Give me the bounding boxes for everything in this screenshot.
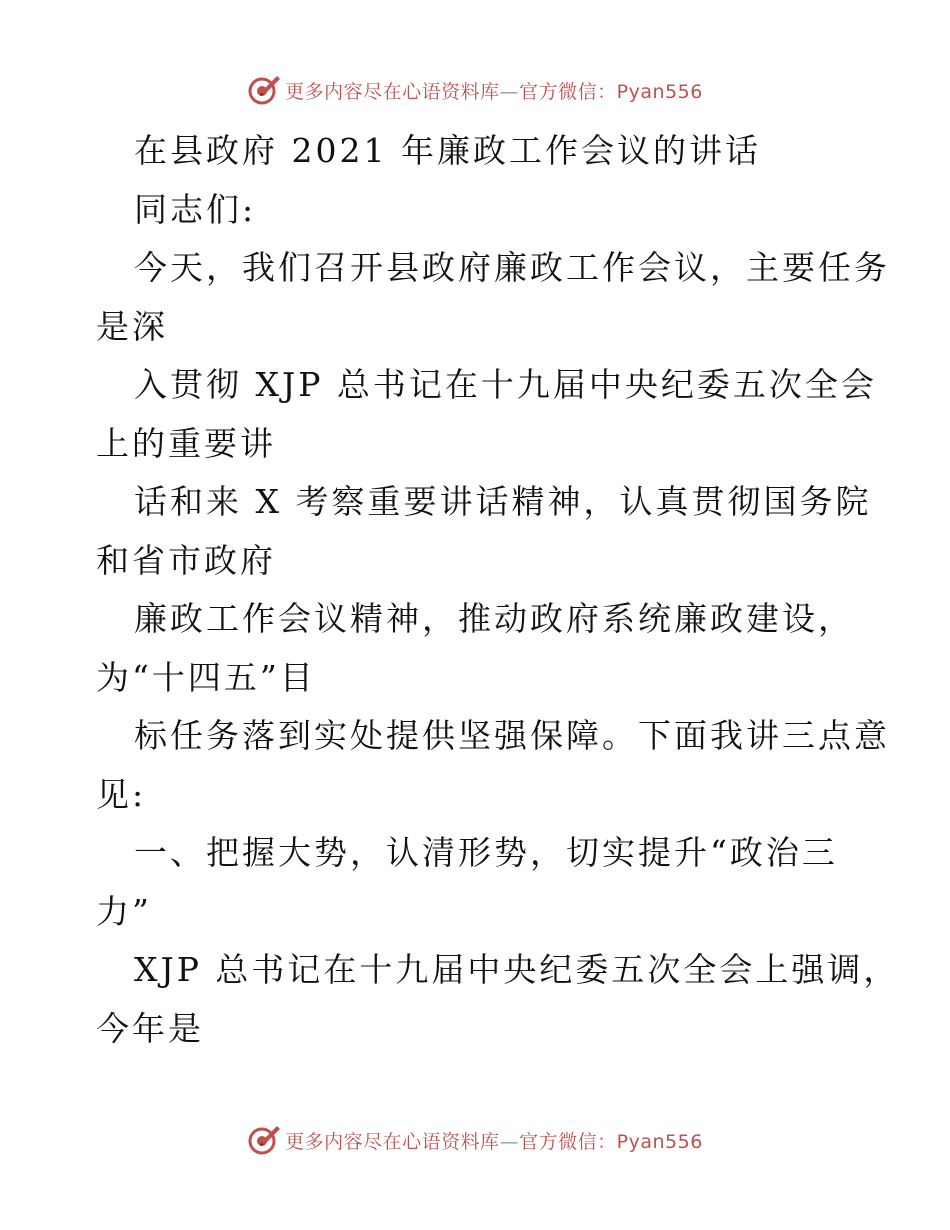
text-line: 今年是 [96,1008,204,1048]
pen-logo-icon [247,73,281,107]
watermark-text: 更多内容尽在心语资料库—官方微信：Pyan556 [285,1130,703,1153]
text-line: 入贯彻 XJP 总书记在十九届中央纪委五次全会 [134,365,877,404]
salutation [96,181,856,240]
text-line: 今天，我们召开县政府廉政工作会议，主要任务 [134,248,890,287]
text-line: 标任务落到实处提供坚强保障。下面我讲三点意 [134,716,890,755]
text-line: 一、把握大势，认清形势，切实提升“政治三 [134,833,838,872]
text-line: 廉政工作会议精神，推动政府系统廉政建设， [134,599,854,638]
text-line: 力” [96,891,152,931]
document-body [96,122,900,1058]
text-line: XJP 总书记在十九届中央纪委五次全会上强调， [134,950,900,989]
watermark-text: 更多内容尽在心语资料库—官方微信：Pyan556 [285,80,703,103]
text-line: 在县政府 2021 年廉政工作会议的讲话 [134,131,761,170]
speech-title [96,122,856,181]
text-line: 见: [96,774,147,814]
text-line: 同志们: [134,189,257,229]
pen-logo-icon [247,1123,281,1157]
text-line: 上的重要讲 [96,423,276,463]
paragraph-intro [96,239,890,824]
footer-watermark [0,1120,950,1160]
paragraph-section-1 [96,941,900,1058]
header-watermark [0,70,950,110]
section-heading-1 [96,824,856,941]
text-line: 为“十四五”目 [96,657,316,697]
text-line: 话和来 X 考察重要讲话精神，认真贯彻国务院 [134,482,872,521]
text-line: 是深 [96,306,168,346]
text-line: 和省市政府 [96,540,276,580]
